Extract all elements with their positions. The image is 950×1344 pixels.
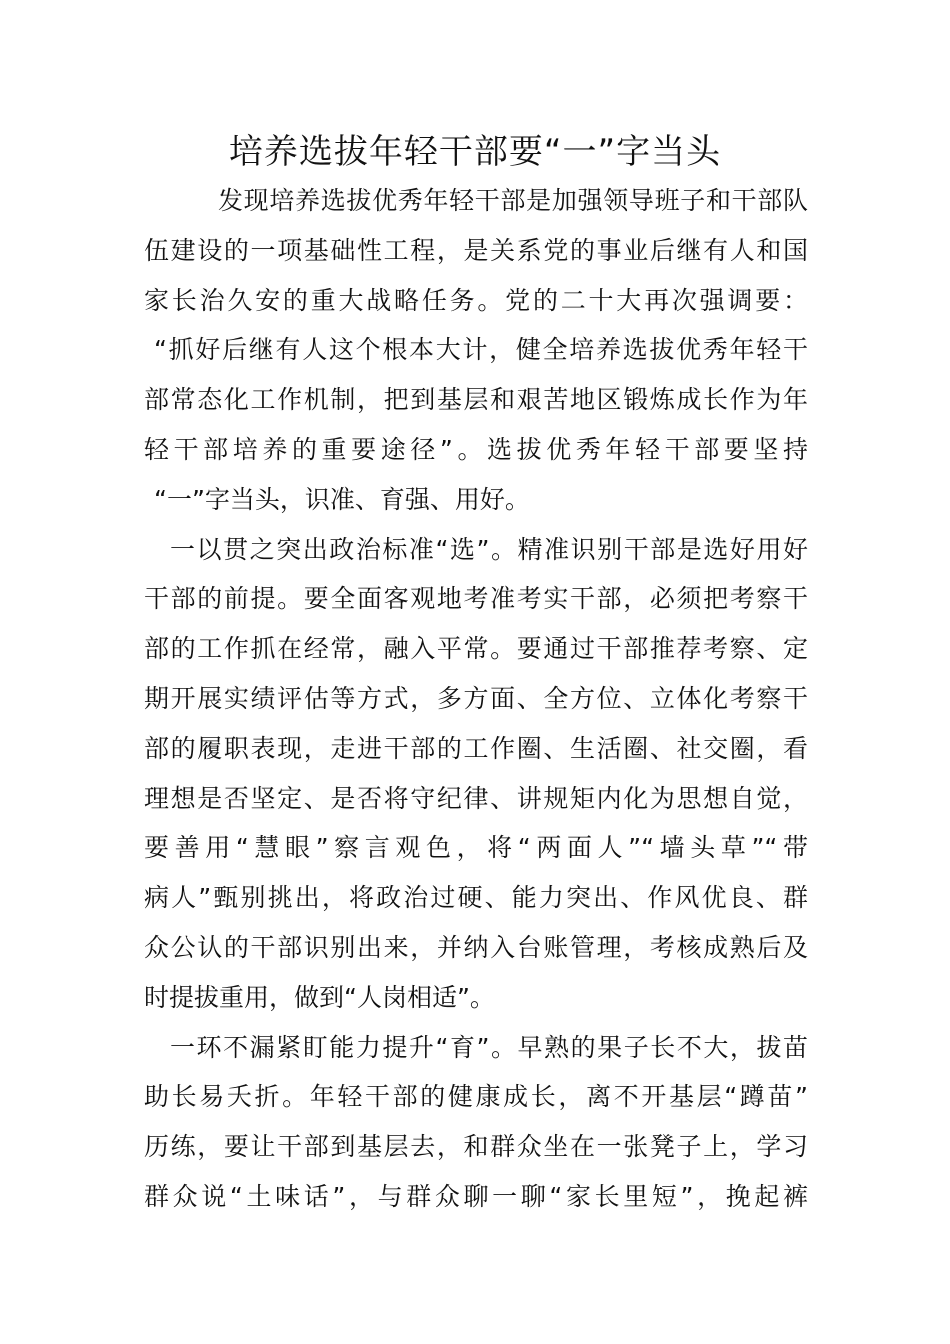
paragraph-line: 时提拔重用，做到“人岗相适”。 (144, 982, 495, 1012)
paragraph-line: 群众说“土味话”，与群众聊一聊“家长里短”，挽起裤 (144, 1181, 808, 1211)
paragraph-line: 部的工作抓在经常，融入平常。要通过干部推荐考察、定 (144, 634, 808, 664)
document-title: 培养选拔年轻干部要“一”字当头 (228, 132, 722, 172)
paragraph-line: 部的履职表现，走进干部的工作圈、生活圈、社交圈，看 (144, 733, 808, 763)
paragraph-line: “一”字当头，识准、育强、用好。 (154, 484, 530, 514)
paragraph-line: 助长易夭折。年轻干部的健康成长，离不开基层“蹲苗” (144, 1082, 808, 1112)
paragraph-line: 理想是否坚定、是否将守纪律、讲规矩内化为思想自觉， (144, 783, 808, 813)
paragraph-line: 干部的前提。要全面客观地考准考实干部，必须把考察干 (144, 584, 808, 614)
paragraph-line: 伍建设的一项基础性工程，是关系党的事业后继有人和国 (144, 235, 808, 265)
paragraph-line: 历练，要让干部到基层去，和群众坐在一张凳子上，学习 (144, 1132, 808, 1162)
paragraph-line: 部常态化工作机制，把到基层和艰苦地区锻炼成长作为年 (144, 385, 808, 415)
document-body (144, 176, 808, 1222)
paragraph-line: 众公认的干部识别出来，并纳入台账管理，考核成熟后及 (144, 932, 808, 962)
paragraph-line: 一以贯之突出政治标准“选”。精准识别干部是选好用好 (170, 534, 808, 564)
paragraph-line: 病人”甄别挑出，将政治过硬、能力突出、作风优良、群 (144, 883, 808, 913)
paragraph-line: 家长治久安的重大战略任务。党的二十大再次强调要： (144, 285, 808, 315)
paragraph-line: 一环不漏紧盯能力提升“育”。早熟的果子长不大，拔苗 (170, 1032, 808, 1062)
paragraph-line: 期开展实绩评估等方式，多方面、全方位、立体化考察干 (144, 683, 808, 713)
paragraph-line: “抓好后继有人这个根本大计，健全培养选拔优秀年轻干 (154, 335, 808, 365)
paragraph-line: 发现培养选拔优秀年轻干部是加强领导班子和干部队 (218, 186, 808, 215)
paragraph-line: 要善用“慧眼”察言观色，将“两面人”“墙头草”“带 (144, 833, 808, 863)
paragraph-line: 轻干部培养的重要途径”。选拔优秀年轻干部要坚持 (144, 434, 808, 464)
